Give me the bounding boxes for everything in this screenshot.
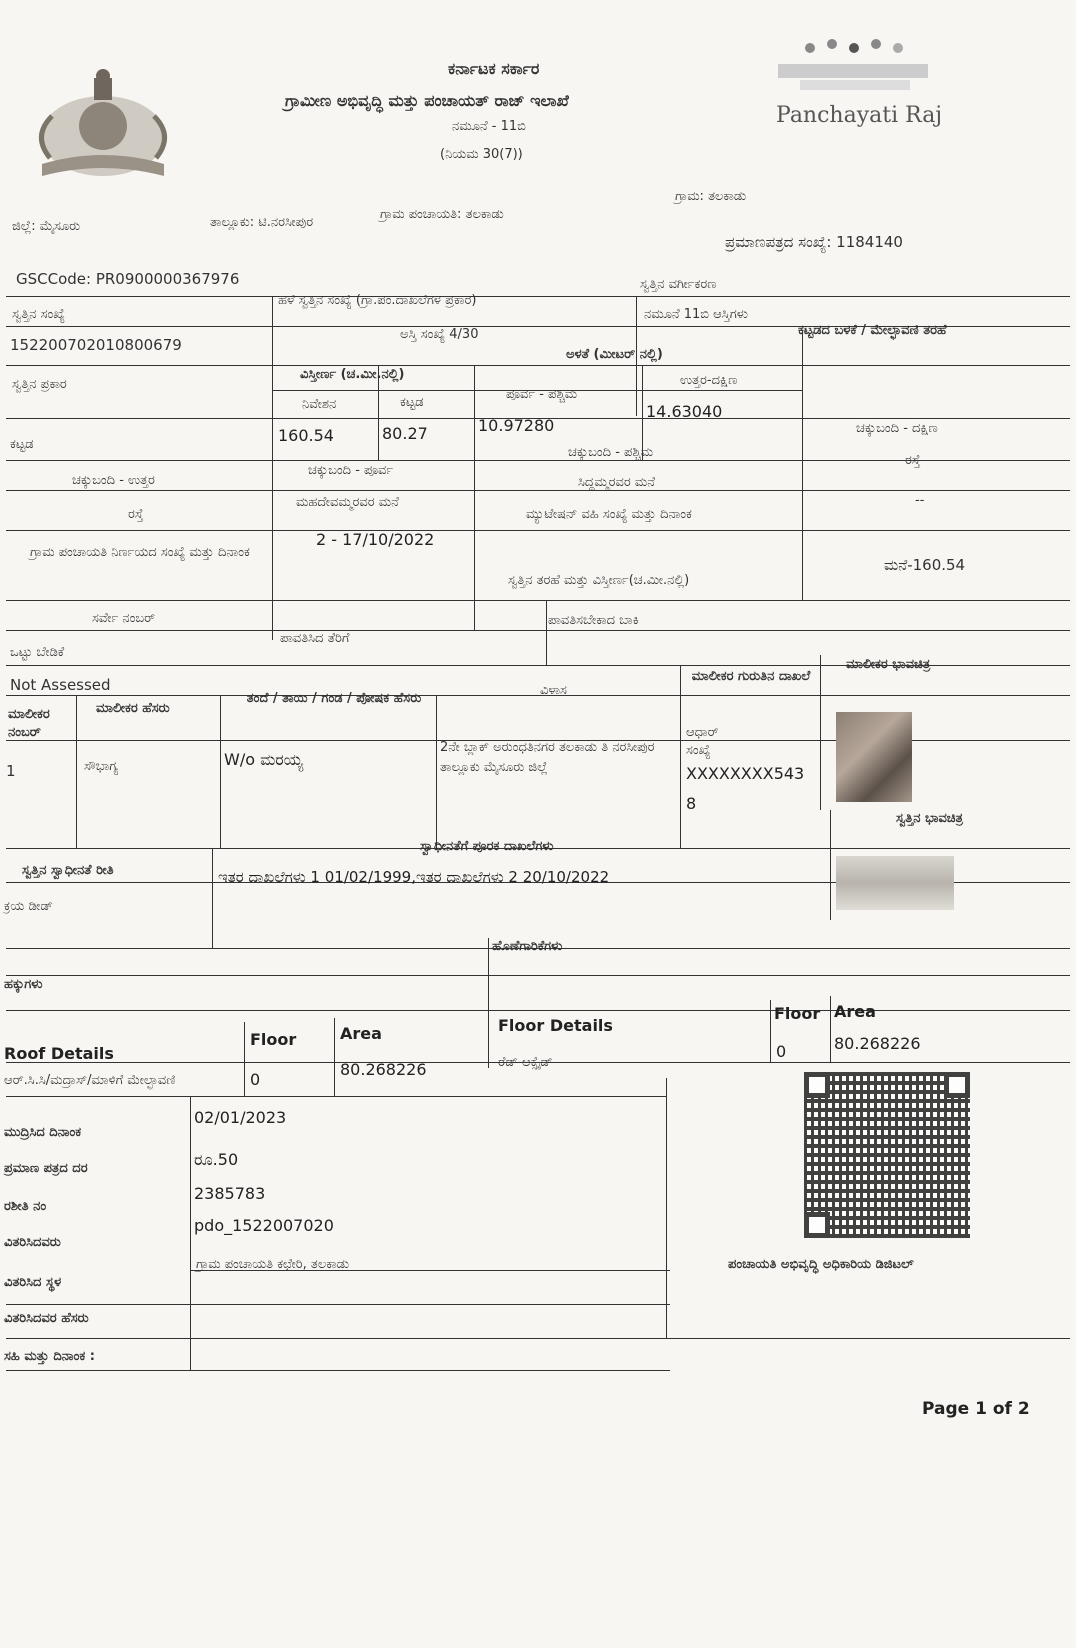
floor-floor-label: Floor — [774, 1004, 821, 1023]
issued-by-label: ವಿತರಿಸಿದವರು — [4, 1235, 61, 1250]
boundary-east-label: ಚಕ್ಕುಬಂದಿ - ಪೂರ್ವ — [308, 463, 394, 478]
print-date-label: ಮುದ್ರಿಸಿದ ದಿನಾಂಕ — [4, 1125, 82, 1140]
resolution-value: 2 - 17/10/2022 — [316, 530, 435, 549]
floor-floor-value: 0 — [776, 1042, 787, 1061]
old-property-value: ಅಸ್ತಿ ಸಂಖ್ಯೆ 4/30 — [400, 327, 479, 342]
ownership-docs-value: ಇತರ ದಾಖಲೆಗಳು 1 01/02/1999,ಇತರ ದಾಖಲೆಗಳು 2 20/10/2022 — [218, 868, 610, 886]
rights-label: ಹಕ್ಕುಗಳು — [4, 977, 43, 992]
boundary-south-label: ಚಕ್ಕುಬಂದಿ - ದಕ್ಷಿಣ — [856, 421, 938, 436]
property-nature-label: ಸ್ವತ್ತಿನ ತರಹೆ ಮತ್ತು ವಿಸ್ತೀರ್ಣ(ಚ.ಮೀ.ನಲ್ಲಿ) — [508, 573, 690, 588]
property-type-value: ಕಟ್ಟಡ — [10, 437, 34, 452]
mutation-label: ಮ್ಯುಟೇಷನ್ ವಹಿ ಸಂಖ್ಯೆ ಮತ್ತು ದಿನಾಂಕ — [526, 507, 692, 522]
issue-place-label: ವಿತರಿಸಿದ ಸ್ಥಳ — [4, 1275, 62, 1290]
east-west-label: ಪೂರ್ವ - ಪಶ್ಚಿಮ — [506, 387, 578, 402]
panchayati-raj-logo — [770, 36, 935, 96]
receipt-value: 2385783 — [194, 1184, 266, 1203]
property-photo-label: ಸ್ವತ್ತಿನ ಭಾವಚಿತ್ರ — [896, 811, 963, 826]
digital-signature-label: ಪಂಚಾಯತಿ ಅಭಿವೃದ್ಧಿ ಅಧಿಕಾರಿಯ ಡಿಜಿಟಲ್ — [728, 1257, 914, 1272]
owner-id-type: ಆಧಾರ್ ಸಂಖ್ಯೆ — [686, 725, 719, 758]
area-label: ವಿಸ್ತೀರ್ಣ (ಚ.ಮೀ.ನಲ್ಲಿ) — [300, 367, 405, 382]
issuer-name-label: ವಿತರಿಸಿದವರ ಹೆಸರು — [4, 1311, 89, 1326]
state-emblem — [22, 66, 184, 184]
old-property-label: ಹಳೆ ಸ್ವತ್ತಿನ ಸಂಖ್ಯೆ (ಗ್ರಾ.ಪಂ.ದಾಖಲೆಗಳ ಪ್ರಕಾರ) — [278, 293, 477, 308]
fee-label: ಪ್ರಮಾಣ ಪತ್ರದ ದರ — [4, 1161, 88, 1176]
property-number-value: 152200702010800679 — [10, 336, 182, 354]
building-usage-label: ಕಟ್ಟಡದ ಬಳಕೆ / ಮೇಲ್ಛಾವಣಿ ತರಹೆ — [798, 323, 947, 338]
roof-floor-value: 0 — [250, 1070, 261, 1089]
property-type-label: ಸ್ವತ್ತಿನ ಪ್ರಕಾರ — [12, 377, 67, 392]
boundary-north-value: ರಸ್ತೆ — [128, 507, 144, 522]
category-label: ಸ್ವತ್ತಿನ ವರ್ಗೀಕರಣ — [640, 277, 717, 292]
form-number: ನಮೂನೆ - 11ಬಿ — [452, 119, 526, 134]
owner-id-tail: 8 — [686, 794, 697, 813]
floor-area-label: Area — [834, 1002, 876, 1021]
building-area-value: 80.27 — [382, 424, 428, 443]
roof-area-label: Area — [340, 1024, 382, 1043]
owner-name: ಸೌಭಾಗ್ಯ — [84, 759, 119, 774]
site-label: ನಿವೇಶನ — [302, 397, 337, 412]
property-nature-value: ಮನೆ-160.54 — [884, 556, 966, 574]
liabilities-label: ಹೊಣೆಗಾರಿಕೆಗಳು — [492, 939, 563, 954]
certificate-number: ಪ್ರಮಾಣಪತ್ರದ ಸಂಖ್ಯೆ: 1184140 — [725, 233, 903, 251]
ownership-method-value: ಕ್ರಯ ಡೀಡ್ — [4, 899, 53, 914]
property-number-label: ಸ್ವತ್ತಿನ ಸಂಖ್ಯೆ — [12, 307, 66, 322]
floor-type: ರೆಡ್ ಆಕ್ಸೈಡ್ — [498, 1055, 553, 1070]
district: ಜಿಲ್ಲೆ: ಮೈಸೂರು — [12, 219, 81, 234]
floor-details-label: Floor Details — [498, 1016, 613, 1035]
east-west-value: 10.97280 — [478, 416, 555, 435]
issued-by-value: pdo_1522007020 — [194, 1216, 334, 1235]
tax-paid-label: ಪಾವತಿಸಿದ ತೆರಿಗೆ — [280, 631, 350, 646]
relation-label: ತಂದೆ / ತಾಯಿ / ಗಂಡ / ಪೋಷಕ ಹೆಸರು — [246, 691, 422, 706]
owner-name-label: ಮಾಲೀಕರ ಹೆಸರು — [96, 701, 170, 716]
total-demand-label: ಒಟ್ಟು ಬೇಡಿಕೆ — [10, 645, 65, 660]
site-area-value: 160.54 — [278, 426, 334, 445]
property-photo — [836, 856, 954, 910]
gsc-code: GSCCode: PR0900000367976 — [16, 270, 240, 288]
brand-name: Panchayati Raj — [776, 103, 943, 128]
issue-place-value: ಗ್ರಾಮ ಪಂಚಾಯತಿ ಕಛೇರಿ, ತಲಕಾಡು — [196, 1257, 350, 1272]
dept-title: ಗ್ರಾಮೀಣ ಅಭಿವೃದ್ಧಿ ಮತ್ತು ಪಂಚಾಯತ್ ರಾಜ್ ಇಲಾಖೆ — [285, 91, 569, 110]
taluk: ತಾಲ್ಲೂಕು: ಟಿ.ನರಸೀಪುರ — [210, 215, 314, 230]
assessment-status: Not Assessed — [10, 676, 111, 694]
owner-relation: W/o ಮರಯ್ಯ — [224, 750, 304, 769]
gov-title: ಕರ್ನಾಟಕ ಸರ್ಕಾರ — [448, 59, 540, 78]
owner-photo-label: ಮಾಲೀಕರ ಭಾವಚಿತ್ರ — [846, 657, 931, 672]
survey-number-label: ಸರ್ವೇ ನಂಬರ್ — [92, 611, 156, 626]
owner-number: 1 — [6, 762, 16, 780]
ownership-docs-label: ಸ್ವಾಧೀನತೆಗೆ ಪೂರಕ ದಾಖಲೆಗಳು — [420, 839, 554, 854]
roof-area-value: 80.268226 — [340, 1060, 427, 1079]
village: ಗ್ರಾಮ: ತಲಕಾಡು — [675, 189, 747, 204]
signature-date-label: ಸಹಿ ಮತ್ತು ದಿನಾಂಕ : — [4, 1349, 95, 1364]
resolution-label: ಗ್ರಾಮ ಪಂಚಾಯತಿ ನಿರ್ಣಯದ ಸಂಖ್ಯೆ ಮತ್ತು ದಿನಾಂಕ — [30, 545, 250, 560]
roof-floor-label: Floor — [250, 1030, 297, 1049]
boundary-west-value: ಸಿದ್ದಮ್ಮರವರ ಮನೆ — [578, 475, 655, 490]
roof-type: ಆರ್.ಸಿ.ಸಿ/ಮದ್ರಾಸ್/ಮಾಳಿಗೆ ಮೇಲ್ಛಾವಣಿ — [4, 1073, 176, 1088]
floor-area-value: 80.268226 — [834, 1034, 921, 1053]
north-south-value: 14.63040 — [646, 402, 723, 421]
ownership-method-label: ಸ್ವತ್ತಿನ ಸ್ವಾಧೀನತೆ ರೀತಿ — [22, 863, 114, 878]
boundary-east-value: ಮಹದೇವಮ್ಮರವರ ಮನೆ — [296, 495, 399, 510]
boundary-north-label: ಚಕ್ಕುಬಂದಿ - ಉತ್ತರ — [72, 473, 155, 488]
owner-id-label: ಮಾಲೀಕರ ಗುರುತಿನ ದಾಖಲೆ — [691, 669, 811, 684]
rule-reference: (ನಿಯಮ 30(7)) — [440, 147, 523, 162]
address-label: ವಿಳಾಸ — [540, 683, 567, 698]
gram-panchayat: ಗ್ರಾಮ ಪಂಚಾಯತಿ: ತಲಕಾಡು — [380, 207, 504, 222]
page-number: Page 1 of 2 — [922, 1399, 1030, 1419]
fee-value: ರೂ.50 — [194, 1150, 239, 1169]
owner-number-label: ಮಾಲೀಕರ ನಂಬರ್ — [8, 707, 50, 740]
category-value: ನಮೂನೆ 11ಬಿ ಆಸ್ತಿಗಳು — [644, 307, 748, 322]
qr-code — [804, 1072, 970, 1238]
print-date-value: 02/01/2023 — [194, 1108, 287, 1127]
owner-address: 2ನೇ ಬ್ಲಾಕ್ ಅರುಂಧತಿನಗರ ತಲಕಾಡು ತಿ ನರಸೀಪುರ ತಾಲ್ಲೂಕು ಮೈಸೂರು ಜಿಲ್ಲೆ — [440, 740, 655, 775]
building-label: ಕಟ್ಟಡ — [400, 395, 424, 410]
tax-due-label: ಪಾವತಿಸಬೇಕಾದ ಬಾಕಿ — [548, 613, 639, 628]
owner-photo — [836, 712, 912, 802]
owner-id-value: XXXXXXXX543 — [686, 764, 805, 783]
receipt-label: ರಶೀತಿ ನಂ — [4, 1199, 47, 1214]
north-south-label: ಉತ್ತರ-ದಕ್ಷಿಣ — [680, 373, 738, 388]
measurement-label: ಅಳತೆ (ಮೀಟರ್ ನಲ್ಲಿ) — [566, 347, 663, 362]
boundary-south-value: ರಸ್ತೆ — [905, 453, 921, 468]
boundary-west-label: ಚಕ್ಕುಬಂದಿ - ಪಶ್ಚಿಮ — [568, 445, 654, 460]
boundary-dash: -- — [915, 493, 925, 508]
roof-details-label: Roof Details — [4, 1044, 114, 1063]
